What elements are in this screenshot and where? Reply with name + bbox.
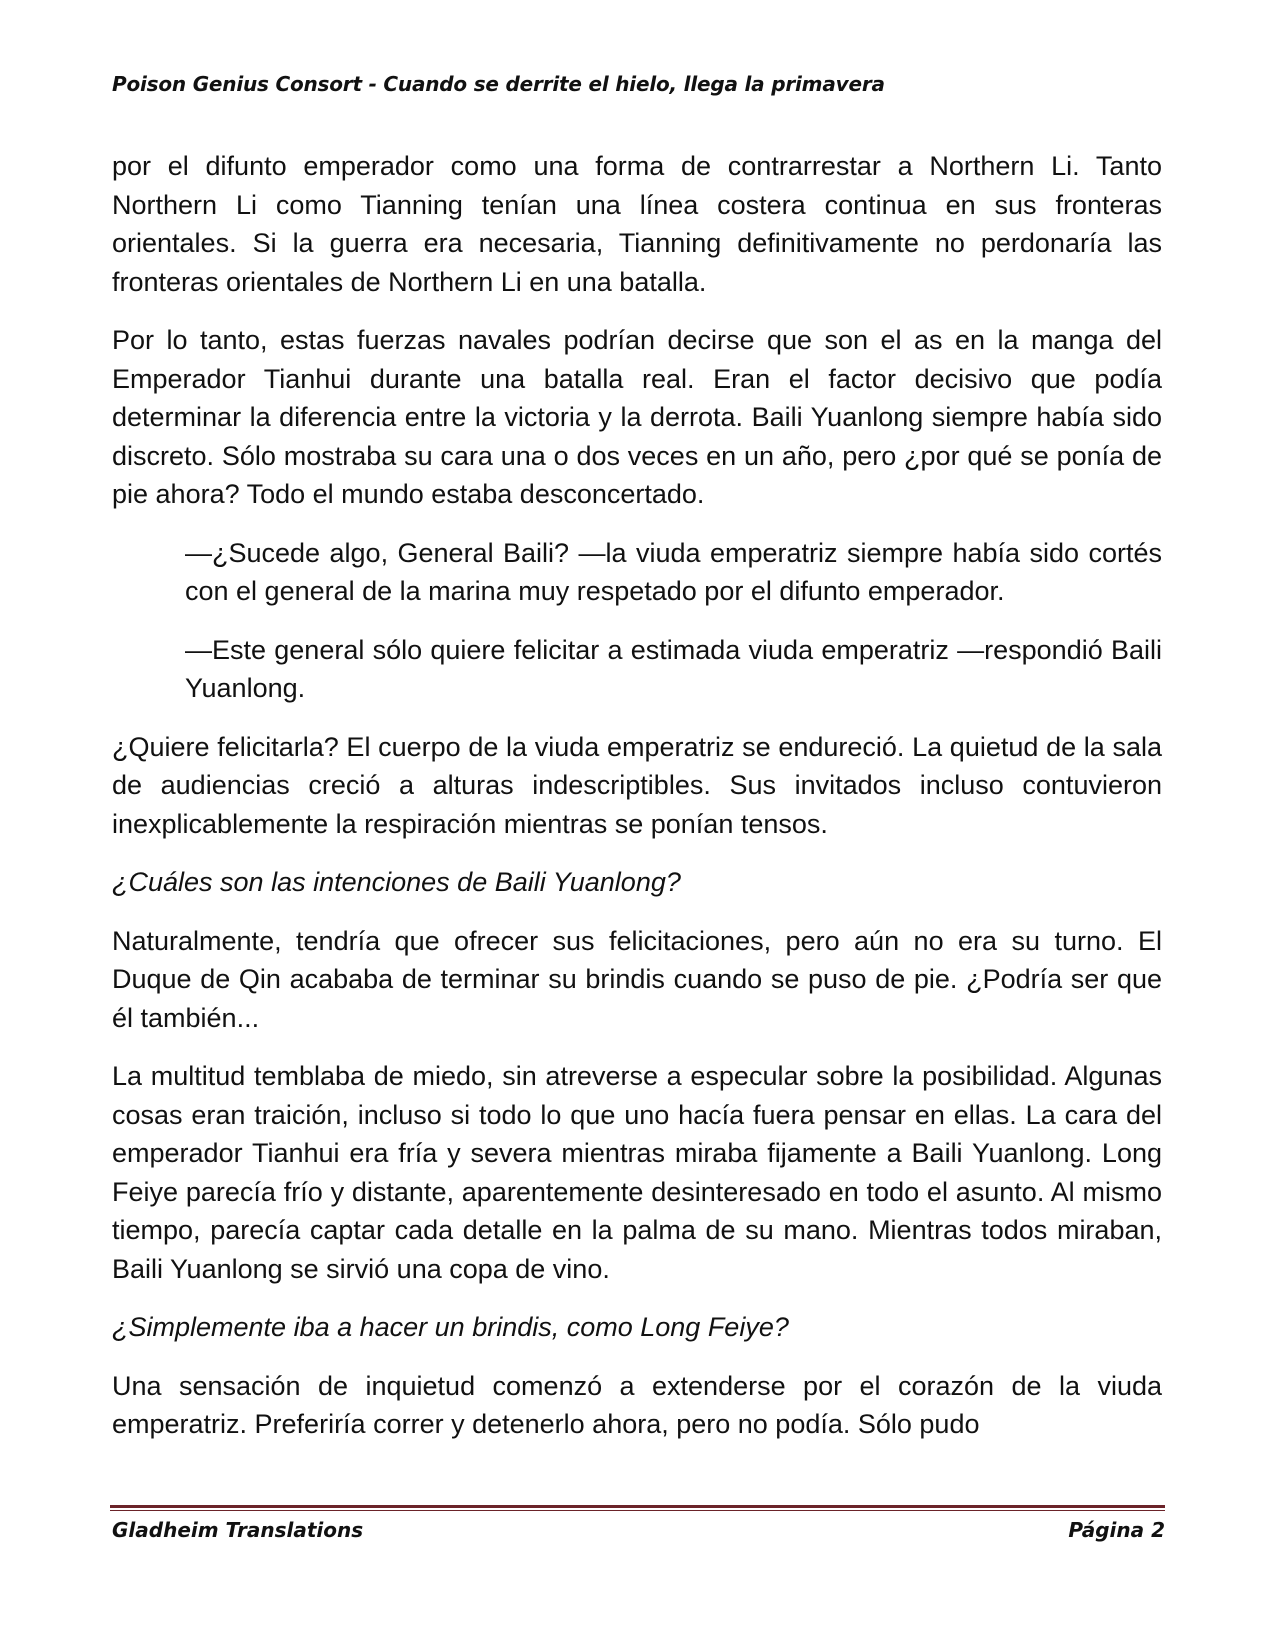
- italic-thought: ¿Simplemente iba a hacer un brindis, como Long Feiye?: [112, 1312, 789, 1342]
- running-header: Poison Genius Consort - Cuando se derrite el hielo, llega la primavera: [112, 72, 885, 96]
- paragraph: Naturalmente, tendría que ofrecer sus felicitaciones, pero aún no era su turno. El Duque de Qin acababa de terminar su brindis cuando se puso de pie. ¿Podría ser que él también...: [112, 925, 1162, 1033]
- dialogue-paragraph: —¿Sucede algo, General Baili? —la viuda emperatriz siempre había sido cortés con el general de la marina muy respetado por el difunto emperador.: [185, 537, 1162, 606]
- paragraph: La multitud temblaba de miedo, sin atreverse a especular sobre la posibilidad. Algunas cosas eran traición, incluso si todo lo que uno hacía fuera pensar en ellas. La cara del emperador Tianhui era fría y severa mientras miraba fijamente a Baili Yuanlong. Long Feiye parecía frío y distante, aparentemente desinteresado en todo el asunto. Al mismo tiempo, parecía captar cada detalle en la palma de su mano. Mientras todos miraban, Baili Yuanlong se sirvió una copa de vino.: [112, 1061, 1162, 1284]
- page-number: Página 2: [1068, 1518, 1165, 1542]
- footer-divider: [110, 1505, 1165, 1511]
- footer-publisher: Gladheim Translations: [112, 1518, 364, 1542]
- paragraph: ¿Quiere felicitarla? El cuerpo de la viuda emperatriz se endureció. La quietud de la sala de audiencias creció a alturas indescriptibles. Sus invitados incluso contuvieron inexplicablemente la respiración mientras se ponían tensos.: [112, 731, 1162, 839]
- paragraph: Una sensación de inquietud comenzó a extenderse por el corazón de la viuda emperatriz. Preferiría correr y detenerlo ahora, pero no podía. Sólo pudo: [112, 1370, 1162, 1439]
- italic-thought: ¿Cuáles son las intenciones de Baili Yuanlong?: [112, 867, 681, 897]
- paragraph: por el difunto emperador como una forma de contrarrestar a Northern Li. Tanto Northern Li como Tianning tenían una línea costera continua en sus fronteras orientales. Si la guerra era necesaria, Tianning definitivamente no perdonaría las fronteras orientales de Northern Li en una batalla.: [112, 151, 1162, 297]
- paragraph: Por lo tanto, estas fuerzas navales podrían decirse que son el as en la manga del Emperador Tianhui durante una batalla real. Eran el factor decisivo que podía determinar la diferencia entre la victoria y la derrota. Baili Yuanlong siempre había sido discreto. Sólo mostraba su cara una o dos veces en un año, pero ¿por qué se ponía de pie ahora? Todo el mundo estaba desconcertado.: [112, 325, 1162, 509]
- dialogue-paragraph: —Este general sólo quiere felicitar a estimada viuda emperatriz —respondió Baili Yuanlong.: [185, 634, 1162, 703]
- page-body: [112, 147, 1162, 1464]
